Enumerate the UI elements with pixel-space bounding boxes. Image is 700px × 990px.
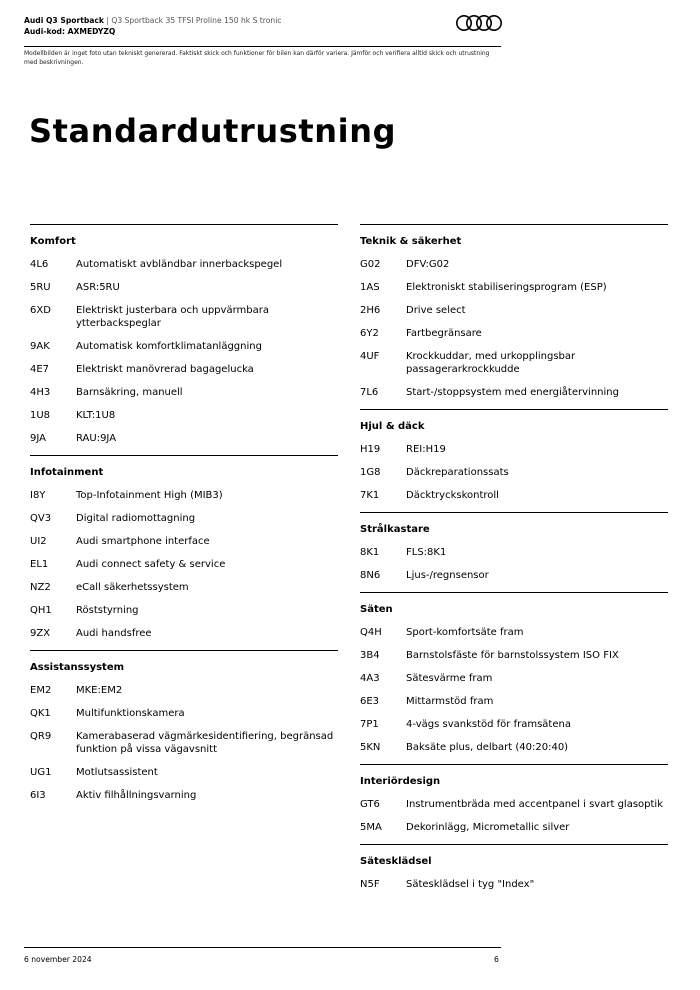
model-name: Audi Q3 Sportback (24, 16, 104, 25)
equipment-row (360, 569, 668, 582)
equipment-code: 4L6 (30, 259, 49, 270)
equipment-code: I8Y (30, 490, 46, 501)
equipment-description: Start-/stoppsystem med energiåtervinning (406, 387, 619, 398)
equipment-description: DFV:G02 (406, 259, 450, 270)
equipment-code: 1G8 (360, 467, 381, 478)
equipment-code: QR9 (30, 731, 52, 742)
equipment-section (30, 650, 338, 802)
equipment-code: 4A3 (360, 673, 380, 684)
equipment-code: UI2 (30, 536, 47, 547)
equipment-description: Multifunktionskamera (76, 708, 185, 719)
equipment-row (30, 766, 338, 779)
equipment-description: eCall säkerhetssystem (76, 582, 189, 593)
section-title: Sätesklädsel (360, 856, 432, 867)
equipment-code: EM2 (30, 685, 52, 696)
equipment-code: QK1 (30, 708, 51, 719)
equipment-row (30, 730, 338, 756)
equipment-code: G02 (360, 259, 381, 270)
equipment-section (360, 409, 668, 502)
equipment-row (30, 386, 338, 399)
equipment-description: Top-Infotainment High (MIB3) (76, 490, 223, 501)
section-title: Assistanssystem (30, 662, 125, 673)
equipment-section (360, 224, 668, 399)
equipment-section (30, 224, 338, 445)
equipment-description: Audi handsfree (76, 628, 152, 639)
equipment-row (30, 363, 338, 376)
equipment-code: 5KN (360, 742, 381, 753)
equipment-code: 1U8 (30, 410, 51, 421)
equipment-row (30, 489, 338, 502)
equipment-code: UG1 (30, 767, 52, 778)
equipment-description: Elektroniskt stabiliseringsprogram (ESP) (406, 282, 607, 293)
equipment-column-left (30, 224, 338, 812)
equipment-row (30, 581, 338, 594)
disclaimer: Modellbilden är inget foto utan tekniskt genererad. Faktiskt skick och funktioner för bilen kan därför variera. Jämför och verifiera alltid skick och utrustning med beskrivningen. (24, 50, 490, 66)
equipment-code: 3B4 (360, 650, 380, 661)
equipment-code: 6I3 (30, 790, 46, 801)
equipment-code: GT6 (360, 799, 380, 810)
section-title: Infotainment (30, 467, 104, 478)
audi-code: Audi-kod: AXMEDYZQ (24, 27, 116, 36)
equipment-code: 4H3 (30, 387, 51, 398)
equipment-row (360, 281, 668, 294)
equipment-code: 2H6 (360, 305, 381, 316)
audi-rings-logo (455, 13, 503, 33)
equipment-code: N5F (360, 879, 380, 890)
equipment-row (360, 878, 668, 891)
equipment-code: 8N6 (360, 570, 381, 581)
equipment-description: Röststyrning (76, 605, 139, 616)
equipment-code: 5RU (30, 282, 51, 293)
equipment-row (360, 443, 668, 456)
equipment-row (360, 626, 668, 639)
equipment-description: Instrumentbräda med accentpanel i svart glasoptik (406, 799, 663, 810)
equipment-description: Drive select (406, 305, 466, 316)
equipment-description: Däckreparationssats (406, 467, 509, 478)
equipment-row (30, 258, 338, 271)
document-header (24, 15, 281, 37)
section-title: Strålkastare (360, 524, 430, 535)
equipment-column-right (360, 224, 668, 901)
equipment-code: 6E3 (360, 696, 380, 707)
equipment-description: Barnsäkring, manuell (76, 387, 183, 398)
equipment-description: Digital radiomottagning (76, 513, 196, 524)
equipment-description: Aktiv filhållningsvarning (76, 790, 197, 801)
equipment-description: MKE:EM2 (76, 685, 123, 696)
equipment-row (360, 741, 668, 754)
page-number: 6 (494, 955, 499, 964)
equipment-row (360, 327, 668, 340)
footer-date: 6 november 2024 (24, 955, 92, 964)
equipment-row (360, 695, 668, 708)
equipment-row (360, 466, 668, 479)
equipment-code: H19 (360, 444, 381, 455)
equipment-description: REI:H19 (406, 444, 446, 455)
equipment-description: Elektriskt manövrerad bagagelucka (76, 364, 254, 375)
header-divider (24, 46, 501, 47)
equipment-description: Elektriskt justerbara och uppvärmbara ytterbackspeglar (76, 305, 269, 329)
section-title: Hjul & däck (360, 421, 425, 432)
equipment-description: Barnstolsfäste för barnstolssystem ISO FIX (406, 650, 619, 661)
equipment-row (30, 535, 338, 548)
equipment-row (30, 512, 338, 525)
equipment-code: 9ZX (30, 628, 51, 639)
equipment-description: Baksäte plus, delbart (40:20:40) (406, 742, 569, 753)
equipment-description: Krockkuddar, med urkopplingsbar passagerarkrockkudde (406, 351, 576, 375)
section-title: Interiördesign (360, 776, 441, 787)
equipment-row (360, 304, 668, 317)
equipment-description: Däcktryckskontroll (406, 490, 499, 501)
equipment-row (360, 386, 668, 399)
equipment-code: 5MA (360, 822, 382, 833)
equipment-row (360, 718, 668, 731)
equipment-section (360, 512, 668, 582)
equipment-description: Audi smartphone interface (76, 536, 210, 547)
section-title: Komfort (30, 236, 76, 247)
equipment-description: 4-vägs svankstöd för framsätena (406, 719, 571, 730)
equipment-section (360, 844, 668, 891)
equipment-code: QV3 (30, 513, 52, 524)
equipment-description: Sätesvärme fram (406, 673, 493, 684)
equipment-code: 9AK (30, 341, 50, 352)
equipment-row (360, 350, 668, 376)
variant-name: Q3 Sportback 35 TFSI Proline 150 hk S tronic (111, 16, 282, 25)
equipment-row (30, 409, 338, 422)
equipment-description: Automatisk komfortklimatanläggning (76, 341, 262, 352)
equipment-description: Sport-komfortsäte fram (406, 627, 524, 638)
equipment-code: 7L6 (360, 387, 379, 398)
equipment-row (360, 489, 668, 502)
equipment-row (30, 432, 338, 445)
equipment-row (30, 684, 338, 697)
equipment-code: 6XD (30, 305, 51, 316)
equipment-section (360, 764, 668, 834)
footer-divider (24, 947, 501, 948)
page-title: Standardutrustning (29, 112, 397, 150)
equipment-row (30, 707, 338, 720)
equipment-code: 7K1 (360, 490, 380, 501)
equipment-row (30, 604, 338, 617)
equipment-description: Kamerabaserad vägmärkesidentifiering, begränsad funktion på vissa vägavsnitt (76, 731, 334, 755)
equipment-code: QH1 (30, 605, 52, 616)
equipment-description: Fartbegränsare (406, 328, 482, 339)
equipment-section (360, 592, 668, 754)
equipment-description: RAU:9JA (76, 433, 117, 444)
equipment-row (30, 558, 338, 571)
equipment-description: Mittarmstöd fram (406, 696, 494, 707)
equipment-code: NZ2 (30, 582, 51, 593)
equipment-code: 6Y2 (360, 328, 379, 339)
equipment-description: Audi connect safety & service (76, 559, 226, 570)
section-title: Teknik & säkerhet (360, 236, 462, 247)
equipment-code: 4UF (360, 351, 380, 362)
equipment-row (360, 821, 668, 834)
equipment-code: 9JA (30, 433, 46, 444)
equipment-code: 4E7 (30, 364, 50, 375)
equipment-code: 1AS (360, 282, 380, 293)
equipment-description: Sätesklädsel i tyg "Index" (406, 879, 535, 890)
equipment-row (360, 649, 668, 662)
equipment-code: EL1 (30, 559, 49, 570)
equipment-row (30, 340, 338, 353)
equipment-section (30, 455, 338, 640)
equipment-description: FLS:8K1 (406, 547, 447, 558)
equipment-row (30, 627, 338, 640)
equipment-row (30, 789, 338, 802)
equipment-row (360, 258, 668, 271)
equipment-description: Dekorinlägg, Micrometallic silver (406, 822, 570, 833)
equipment-code: 7P1 (360, 719, 379, 730)
header-separator: | (106, 16, 109, 25)
equipment-row (360, 672, 668, 685)
equipment-description: Motlutsassistent (76, 767, 158, 778)
equipment-description: Ljus-/regnsensor (406, 570, 489, 581)
equipment-row (30, 304, 338, 330)
equipment-description: ASR:5RU (76, 282, 120, 293)
equipment-description: Automatiskt avbländbar innerbackspegel (76, 259, 283, 270)
equipment-description: KLT:1U8 (76, 410, 116, 421)
equipment-row (360, 798, 668, 811)
equipment-code: Q4H (360, 627, 382, 638)
equipment-row (360, 546, 668, 559)
equipment-code: 8K1 (360, 547, 380, 558)
equipment-row (30, 281, 338, 294)
model-line (24, 15, 281, 26)
section-title: Säten (360, 604, 393, 615)
